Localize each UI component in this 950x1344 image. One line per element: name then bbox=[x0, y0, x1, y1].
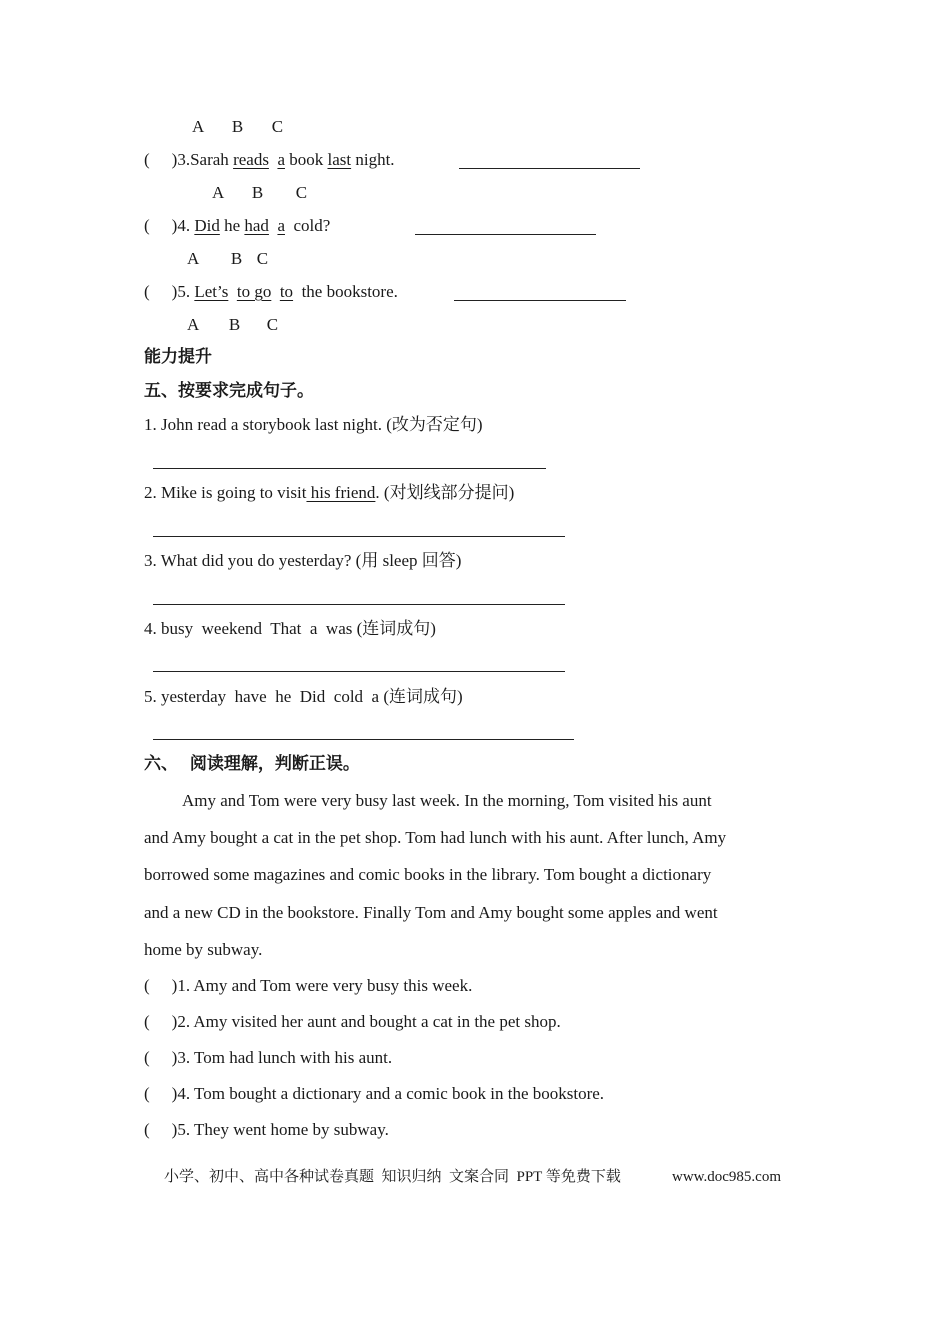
choice-question-4 bbox=[144, 217, 330, 234]
statement-text: 3. Tom had lunch with his aunt. bbox=[177, 1048, 393, 1067]
tf-statement-5 bbox=[144, 1121, 389, 1138]
letter-a: A bbox=[187, 315, 199, 334]
word: book bbox=[289, 150, 324, 169]
underlined-word-c: a bbox=[277, 216, 285, 235]
underlined-word-b: a bbox=[277, 150, 285, 169]
text: 2. Mike is going to visit bbox=[144, 483, 307, 502]
underlined-word-a: reads bbox=[233, 150, 269, 169]
word: the bookstore. bbox=[301, 282, 398, 301]
letter-a: A bbox=[212, 183, 224, 202]
answer-line[interactable] bbox=[153, 536, 565, 537]
paren-close: ) bbox=[171, 1120, 178, 1139]
paren-close: ) bbox=[171, 1084, 178, 1103]
passage-line-2: and Amy bought a cat in the pet shop. Tom had lunch with his aunt. After lunch, Amy bbox=[144, 828, 727, 847]
text: . (对划线部分提问) bbox=[375, 483, 515, 502]
paren-open: ( bbox=[144, 150, 150, 169]
underlined-word-c: last bbox=[327, 150, 352, 169]
word: Sarah bbox=[190, 150, 229, 169]
underlined-word-b: to go bbox=[236, 282, 272, 301]
answer-line[interactable] bbox=[459, 168, 640, 169]
passage-line-4: and a new CD in the bookstore. Finally Tom and Amy bought some apples and went bbox=[144, 903, 718, 922]
question-number: )4. bbox=[171, 216, 191, 235]
statement-text: 1. Amy and Tom were very busy this week. bbox=[177, 976, 473, 995]
section5-title: 五、按要求完成句子。 bbox=[144, 381, 314, 401]
statement-text: 4. Tom bought a dictionary and a comic book in the bookstore. bbox=[177, 1084, 605, 1103]
choice-question-3 bbox=[144, 151, 395, 168]
section5-q4: 4. busy weekend That a was (连词成句) bbox=[144, 619, 436, 638]
paren-open: ( bbox=[144, 1084, 150, 1103]
paren-open: ( bbox=[144, 1120, 150, 1139]
word: he bbox=[224, 216, 241, 235]
letter-b: B bbox=[228, 315, 241, 334]
underlined-word-a: Let’s bbox=[194, 282, 229, 301]
passage-line-1: Amy and Tom were very busy last week. In the morning, Tom visited his aunt bbox=[182, 791, 712, 810]
footer-left: 小学、初中、高中各种试卷真题 知识归纳 文案合同 PPT 等免费下载 bbox=[164, 1169, 621, 1185]
word: cold? bbox=[293, 216, 331, 235]
paren-open: ( bbox=[144, 216, 150, 235]
letter-c: C bbox=[266, 315, 279, 334]
statement-text: 5. They went home by subway. bbox=[177, 1120, 389, 1139]
answer-line[interactable] bbox=[454, 300, 626, 301]
answer-line[interactable] bbox=[153, 604, 565, 605]
underlined-word-b: had bbox=[244, 216, 269, 235]
question-number: )3. bbox=[171, 150, 191, 169]
letter-b: B bbox=[230, 249, 243, 268]
section5-q2 bbox=[144, 484, 514, 501]
letter-c: C bbox=[295, 183, 308, 202]
q2-letters bbox=[192, 118, 283, 135]
letter-c: C bbox=[256, 249, 269, 268]
letter-a: A bbox=[192, 117, 204, 136]
letter-a: A bbox=[187, 249, 199, 268]
paren-open: ( bbox=[144, 1048, 150, 1067]
paren-close: ) bbox=[171, 1012, 178, 1031]
choice-question-5 bbox=[144, 283, 398, 300]
passage-line-3: borrowed some magazines and comic books in the library. Tom bought a dictionary bbox=[144, 865, 712, 884]
underlined-phrase: his friend bbox=[306, 483, 376, 502]
paren-close: ) bbox=[171, 976, 178, 995]
tf-statement-4 bbox=[144, 1085, 604, 1102]
section6-title: 六、 阅读理解，判断正误。 bbox=[144, 754, 360, 774]
footer-url[interactable]: www.doc985.com bbox=[672, 1169, 782, 1185]
tf-statement-2 bbox=[144, 1013, 561, 1030]
answer-line[interactable] bbox=[415, 234, 596, 235]
q5-letters bbox=[187, 316, 278, 333]
answer-line[interactable] bbox=[153, 671, 565, 672]
q3-letters bbox=[212, 184, 307, 201]
paren-open: ( bbox=[144, 282, 150, 301]
ability-heading: 能力提升 bbox=[144, 347, 212, 367]
tf-statement-1 bbox=[144, 977, 472, 994]
section5-q5: 5. yesterday have he Did cold a (连词成句) bbox=[144, 687, 463, 706]
q4-letters bbox=[187, 250, 268, 267]
question-number: )5. bbox=[171, 282, 191, 301]
paren-open: ( bbox=[144, 1012, 150, 1031]
underlined-word-c: to bbox=[279, 282, 294, 301]
answer-line[interactable] bbox=[153, 468, 546, 469]
paren-close: ) bbox=[171, 1048, 178, 1067]
section5-q3: 3. What did you do yesterday? (用 sleep 回答) bbox=[144, 551, 462, 570]
paren-open: ( bbox=[144, 976, 150, 995]
letter-b: B bbox=[251, 183, 264, 202]
letter-b: B bbox=[231, 117, 244, 136]
word: night. bbox=[355, 150, 395, 169]
underlined-word-a: Did bbox=[194, 216, 220, 235]
section5-q1: 1. John read a storybook last night. (改为否定句) bbox=[144, 415, 483, 434]
letter-c: C bbox=[271, 117, 284, 136]
answer-line[interactable] bbox=[153, 739, 574, 740]
statement-text: 2. Amy visited her aunt and bought a cat in the pet shop. bbox=[177, 1012, 561, 1031]
passage-line-5: home by subway. bbox=[144, 940, 263, 959]
tf-statement-3 bbox=[144, 1049, 392, 1066]
